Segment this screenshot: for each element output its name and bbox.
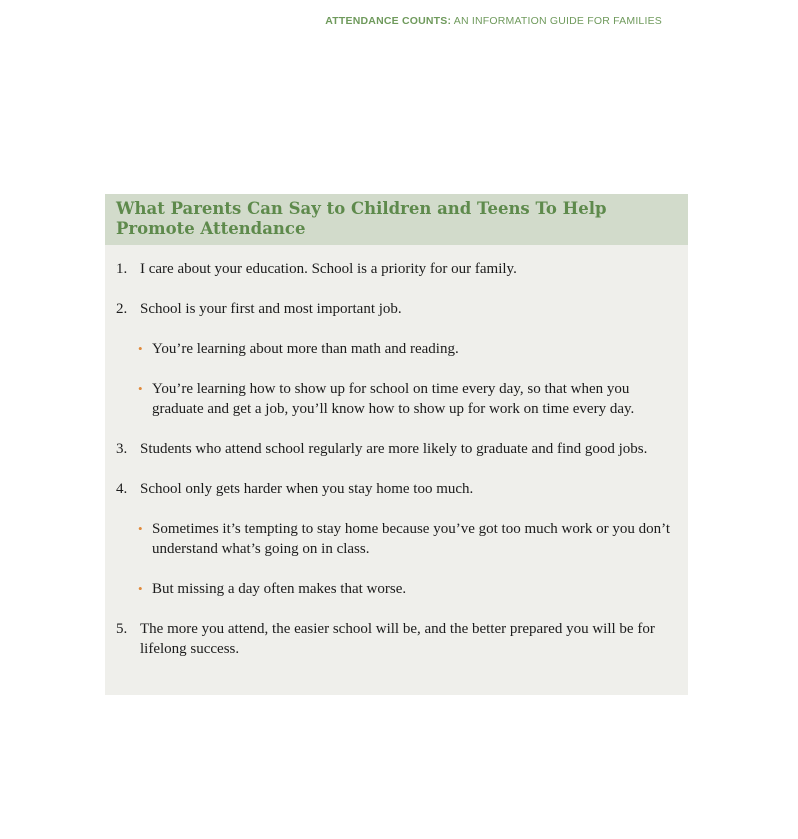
running-header-title: ATTENDANCE COUNTS: bbox=[325, 15, 452, 27]
tip-box-body bbox=[105, 245, 688, 659]
sub-bullet-text: Sometimes it’s tempting to stay home because you’ve got too much work or you don’t understand what’s going on in class. bbox=[152, 521, 670, 557]
sub-bullet-text: You’re learning about more than math and reading. bbox=[152, 341, 459, 357]
sub-bullet-item bbox=[116, 379, 676, 419]
running-header bbox=[325, 15, 662, 27]
sub-bullet-item bbox=[116, 339, 676, 359]
list-item bbox=[116, 299, 676, 319]
list-number: 5. bbox=[116, 621, 128, 637]
list-number: 4. bbox=[116, 481, 128, 497]
sub-bullet-item bbox=[116, 519, 676, 559]
list-item-text: The more you attend, the easier school will be, and the better prepared you will be for lifelong success. bbox=[140, 621, 655, 657]
list-number: 2. bbox=[116, 301, 128, 317]
tip-box bbox=[105, 194, 688, 695]
sub-bullet-text: You’re learning how to show up for school on time every day, so that when you graduate and get a job, you’ll know how to show up for work on time every day. bbox=[152, 381, 635, 417]
tip-box-header bbox=[105, 194, 688, 245]
list-number: 3. bbox=[116, 441, 128, 457]
list-item-text: I care about your education. School is a priority for our family. bbox=[140, 261, 517, 277]
list-number: 1. bbox=[116, 261, 128, 277]
running-header-subtitle: AN INFORMATION GUIDE FOR FAMILIES bbox=[451, 15, 662, 27]
bullet-icon: • bbox=[138, 521, 143, 536]
sub-bullet-item bbox=[116, 579, 676, 599]
list-item bbox=[116, 259, 676, 279]
list-item bbox=[116, 479, 676, 499]
list-item-text: School only gets harder when you stay home too much. bbox=[140, 481, 474, 497]
bullet-icon: • bbox=[138, 341, 143, 356]
tip-box-title: What Parents Can Say to Children and Teens To Help Promote Attendance bbox=[116, 199, 607, 238]
bullet-icon: • bbox=[138, 381, 143, 396]
list-item-text: School is your first and most important job. bbox=[140, 301, 402, 317]
list-item-text: Students who attend school regularly are more likely to graduate and find good jobs. bbox=[140, 441, 648, 457]
bullet-icon: • bbox=[138, 581, 143, 596]
sub-bullet-text: But missing a day often makes that worse. bbox=[152, 581, 407, 597]
list-item bbox=[116, 619, 676, 659]
list-item bbox=[116, 439, 676, 459]
